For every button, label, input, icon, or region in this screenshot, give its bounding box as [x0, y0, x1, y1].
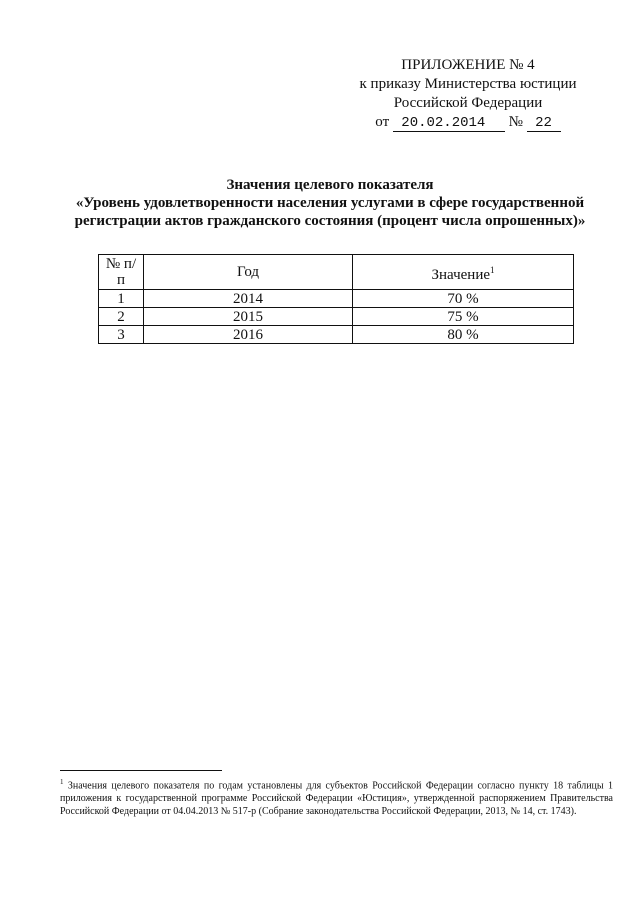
row-num: 1	[99, 290, 144, 308]
row-year: 2016	[144, 326, 353, 344]
table-header-row	[99, 255, 574, 290]
order-date-line	[348, 113, 588, 132]
footnote	[60, 776, 613, 818]
appendix-header	[348, 56, 588, 132]
indicator-table	[98, 254, 574, 344]
order-number: 22	[527, 116, 561, 132]
appendix-title: ПРИЛОЖЕНИЕ № 4	[401, 57, 535, 73]
date-prefix: от	[375, 114, 390, 130]
footnote-mark: 1	[490, 264, 495, 275]
title-line-1: Значения целевого показателя	[226, 177, 434, 193]
row-year: 2014	[144, 290, 353, 308]
header-year: Год	[144, 255, 353, 290]
row-num: 2	[99, 308, 144, 326]
table-row	[99, 290, 574, 308]
row-value: 70 %	[353, 290, 574, 308]
table-row	[99, 326, 574, 344]
row-value: 80 %	[353, 326, 574, 344]
order-date: 20.02.2014	[393, 116, 505, 132]
header-num: № п/п	[99, 255, 144, 290]
table-row	[99, 308, 574, 326]
order-reference: к приказу Министерства юстиции	[359, 76, 577, 92]
row-value: 75 %	[353, 308, 574, 326]
number-prefix: №	[508, 114, 523, 130]
row-year: 2015	[144, 308, 353, 326]
footnote-divider	[60, 770, 222, 771]
footnote-text: Значения целевого показателя по годам установлены для субъектов Российской Федерации согласно пункту 18 таблицы 1 приложения к государственной программе Российской Федерации «Юстиция», утвержденной распоряжением Правительства Российской Федерации от 04.04.2013 № 517-р (Собрание законодательства Российской Федерации, 2013, № 14, ст. 1743).	[60, 780, 613, 818]
footnote-number: 1	[60, 778, 64, 786]
header-value: Значение$^1$	[353, 255, 574, 290]
document-title	[60, 176, 600, 230]
ministry-country: Российской Федерации	[393, 95, 543, 111]
title-line-3: регистрации актов гражданского состояния (процент числа опрошенных)»	[74, 213, 586, 229]
row-num: 3	[99, 326, 144, 344]
title-line-2: «Уровень удовлетворенности населения услугами в сфере государственной	[75, 195, 585, 211]
